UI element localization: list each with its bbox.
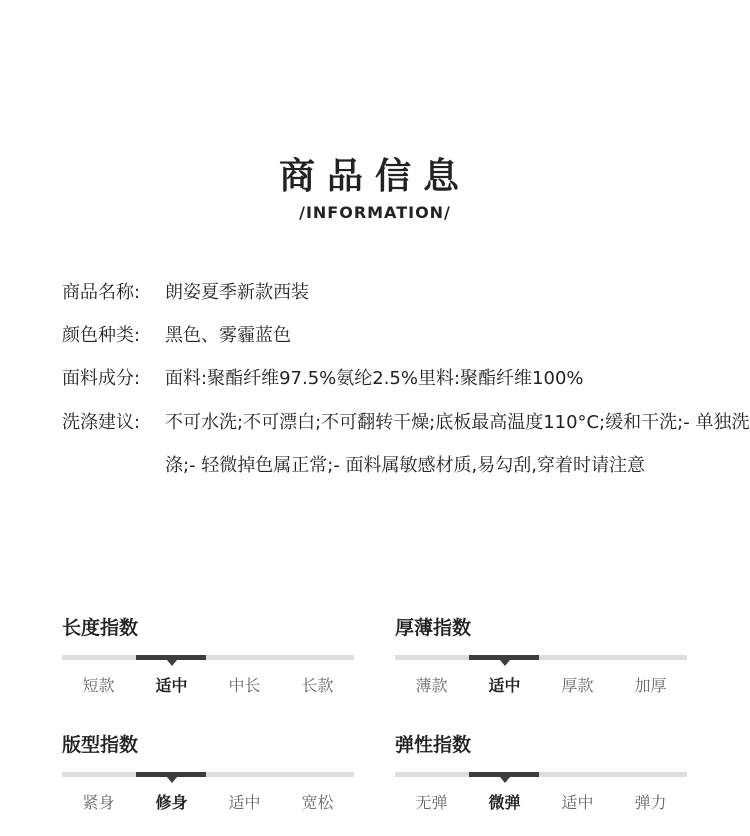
info-value: 朗姿夏季新款西装 [165, 282, 309, 303]
gauge-option: 厚款 [561, 676, 594, 695]
gauge-option: 宽松 [301, 793, 334, 812]
gauge-title: 弹性指数 [395, 734, 472, 756]
info-label: 颜色种类: [62, 325, 141, 346]
gauge-length [62, 613, 354, 713]
gauge-pointer [167, 660, 177, 666]
gauge-track [395, 655, 687, 660]
gauge-option: 微弹 [488, 793, 521, 812]
gauge-option: 长款 [301, 676, 334, 695]
gauge-title: 版型指数 [62, 734, 139, 756]
info-value: 黑色、雾霾蓝色 [165, 325, 291, 346]
gauge-option: 弹力 [634, 793, 667, 812]
info-label: 面料成分: [62, 368, 141, 389]
gauge-option: 加厚 [634, 676, 667, 695]
info-value: 不可水洗;不可漂白;不可翻转干燥;底板最高温度110°C;缓和干洗;- 单独洗涤;- 轻微掉色属正常;- 面料属敏感材质,易勾刮,穿着时请注意 [165, 412, 750, 476]
info-label: 洗涤建议: [62, 412, 141, 433]
gauge-elasticity [395, 730, 687, 830]
page-subtitle: /INFORMATION/ [299, 203, 451, 222]
gauge-pointer [500, 660, 510, 666]
info-label: 商品名称: [62, 282, 141, 303]
info-value: 面料:聚酯纤维97.5%氨纶2.5%里料:聚酯纤维100% [165, 368, 584, 389]
gauge-thickness [395, 613, 687, 713]
gauge-title: 厚薄指数 [395, 617, 472, 639]
gauge-track [395, 772, 687, 777]
gauge-option: 修身 [155, 793, 188, 812]
gauge-track [62, 655, 354, 660]
gauge-option: 短款 [82, 676, 115, 695]
gauge-track [62, 772, 354, 777]
gauge-option: 中长 [228, 676, 261, 695]
gauge-pointer [167, 777, 177, 783]
gauge-pointer [500, 777, 510, 783]
gauge-fit [62, 730, 354, 830]
page-title: 商品信息 [278, 156, 471, 197]
gauge-option: 适中 [155, 676, 188, 695]
gauge-option: 无弹 [415, 793, 448, 812]
gauge-option: 适中 [488, 676, 521, 695]
gauge-option: 适中 [561, 793, 594, 812]
gauge-title: 长度指数 [62, 617, 139, 639]
gauge-option: 紧身 [82, 793, 115, 812]
gauge-option: 适中 [228, 793, 261, 812]
gauge-option: 薄款 [415, 676, 448, 695]
